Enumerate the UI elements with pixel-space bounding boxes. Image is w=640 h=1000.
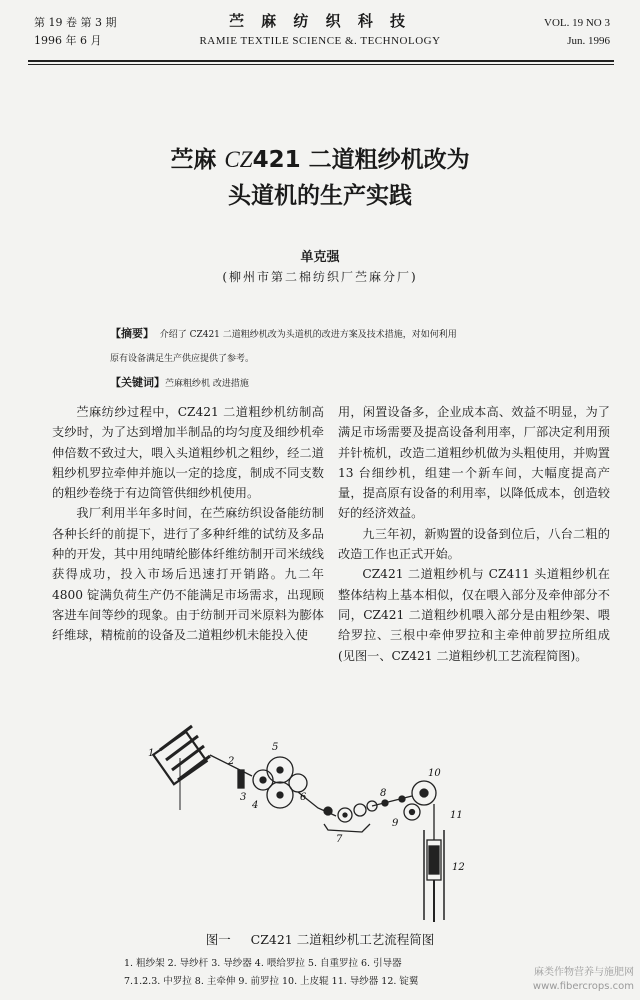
keywords-line: 【关键词】苎麻粗纱机 改进措施 <box>110 376 249 389</box>
figure-caption: 图一 CZ421 二道粗纱机工艺流程简图 <box>205 932 435 947</box>
figure-legend-line-2: 7.1.2.3. 中罗拉 8. 主牵伸 9. 前罗拉 10. 上皮辊 11. 导纱器 12. 锭翼 <box>124 976 419 987</box>
header-rule-thin <box>28 64 614 65</box>
label-12: 12 <box>452 862 465 873</box>
paragraph: 用，闲置设备多，企业成本高、效益不明显，为了满足市场需要及提高设备利用率，厂部决定利用预并针梳机，改造二道粗纱机做为头粗使用，并购置 13 台细纱机，组建一个新车间，大幅度提高产量，提高原有设备的利用率，以降低成本，创造较好的经济效益。 <box>338 405 610 521</box>
abstract-line-1: 【摘要】 介绍了 CZ421 二道粗纱机改为头道机的改进方案及技术措施，对如何利用 <box>110 327 457 340</box>
creel-drawing <box>153 726 210 810</box>
header-right <box>544 14 610 50</box>
abstract-line-2: 原有设备满足生产供应提供了参考。 <box>110 354 255 364</box>
volume-issue-en: VOL. 19 NO 3 <box>544 17 610 29</box>
body-column-left <box>52 402 324 646</box>
header-left <box>34 14 116 50</box>
paragraph: 我厂利用半年多时间，在苎麻纺织设备能纺制各种长纤的前提下，进行了多种纤维的试纺及多品种的开发，其中用纯晴纶膨体纤维纺制开司米绒线获得成功，投入市场后迅速打开销路。九二年 4800 锭满负荷生产仍不能满足市场需求，出现顾客进车间等纱的现象。由于纺制开司米原料为膨体纤维球，精梳前的设备及二道粗纱机未能投入使 <box>52 506 324 643</box>
label-4: 4 <box>252 800 259 811</box>
abstract-block <box>110 322 540 396</box>
title-line-1: 苎麻 CZ421 二道粗纱机改为 <box>170 147 470 173</box>
paragraph: 九三年初，新购置的设备到位后，八台二粗的改造工作也正式开始。 <box>338 526 610 562</box>
title-line-2: 头道机的生产实践 <box>228 183 412 209</box>
label-2: 2 <box>228 756 235 767</box>
label-9: 9 <box>392 818 399 829</box>
process-flow-diagram <box>140 700 500 925</box>
journal-name-en: RAMIE TEXTILE SCIENCE &. TECHNOLOGY <box>199 35 441 47</box>
label-5: 5 <box>272 742 279 753</box>
author-name: 单克强 <box>300 250 340 265</box>
header-rule <box>28 60 614 62</box>
label-10: 10 <box>428 768 441 779</box>
label-8: 8 <box>380 788 387 799</box>
paragraph: 苎麻纺纱过程中，CZ421 二道粗纱机纺制高支纱时，为了达到增加半制品的均匀度及细纱机牵伸倍数不致过大，喂入头道粗纱机之粗纱，经二道粗纱机罗拉牵伸并施以一定的捻度，制成不同支数的粗纱卷绕于有边筒管供细纱机使用。 <box>52 405 324 501</box>
article-title <box>60 142 580 214</box>
body-column-right <box>338 402 610 666</box>
sliver-path-2 <box>372 796 412 806</box>
label-1: 1 <box>148 748 155 759</box>
header-center <box>170 10 470 47</box>
label-11: 11 <box>450 810 463 821</box>
apron-bracket <box>324 824 370 832</box>
paragraph: CZ421 二道粗纱机与 CZ411 头道粗纱机在整体结构上基本相似，仅在喂入部分及牵伸部分不同，CZ421 二道粗纱机喂入部分是由粗纱架、喂给罗拉、三根中牵伸罗拉和主牵伸前罗拉所组成(见图一、CZ421 二道粗纱机工艺流程简图)。 <box>338 567 610 663</box>
keywords-label: 【关键词】 <box>110 376 165 389</box>
abstract-label: 【摘要】 <box>110 327 154 340</box>
volume-issue-cn: 第 19 卷 第 3 期 <box>34 16 117 29</box>
figure-legend-line-1: 1. 粗纱架 2. 导纱杆 3. 导纱器 4. 喂给罗拉 5. 自重罗拉 6. 引导器 <box>124 958 402 969</box>
author-affiliation: (柳州市第二棉纺织厂苎麻分厂) <box>222 270 418 284</box>
label-7: 7 <box>336 834 343 845</box>
date-en: Jun. 1996 <box>567 35 610 47</box>
roller-d <box>289 774 307 792</box>
watermark <box>533 966 634 994</box>
label-3: 3 <box>240 792 247 803</box>
watermark-line-1: 麻类作物营养与施肥网 <box>534 967 634 978</box>
guide-block <box>238 770 244 788</box>
watermark-line-2: www.fibercrops.com <box>532 981 634 992</box>
journal-name-cn: 苎 麻 纺 织 科 技 <box>228 12 412 30</box>
label-6: 6 <box>300 792 307 803</box>
date-cn: 1996 年 6 月 <box>34 34 102 47</box>
